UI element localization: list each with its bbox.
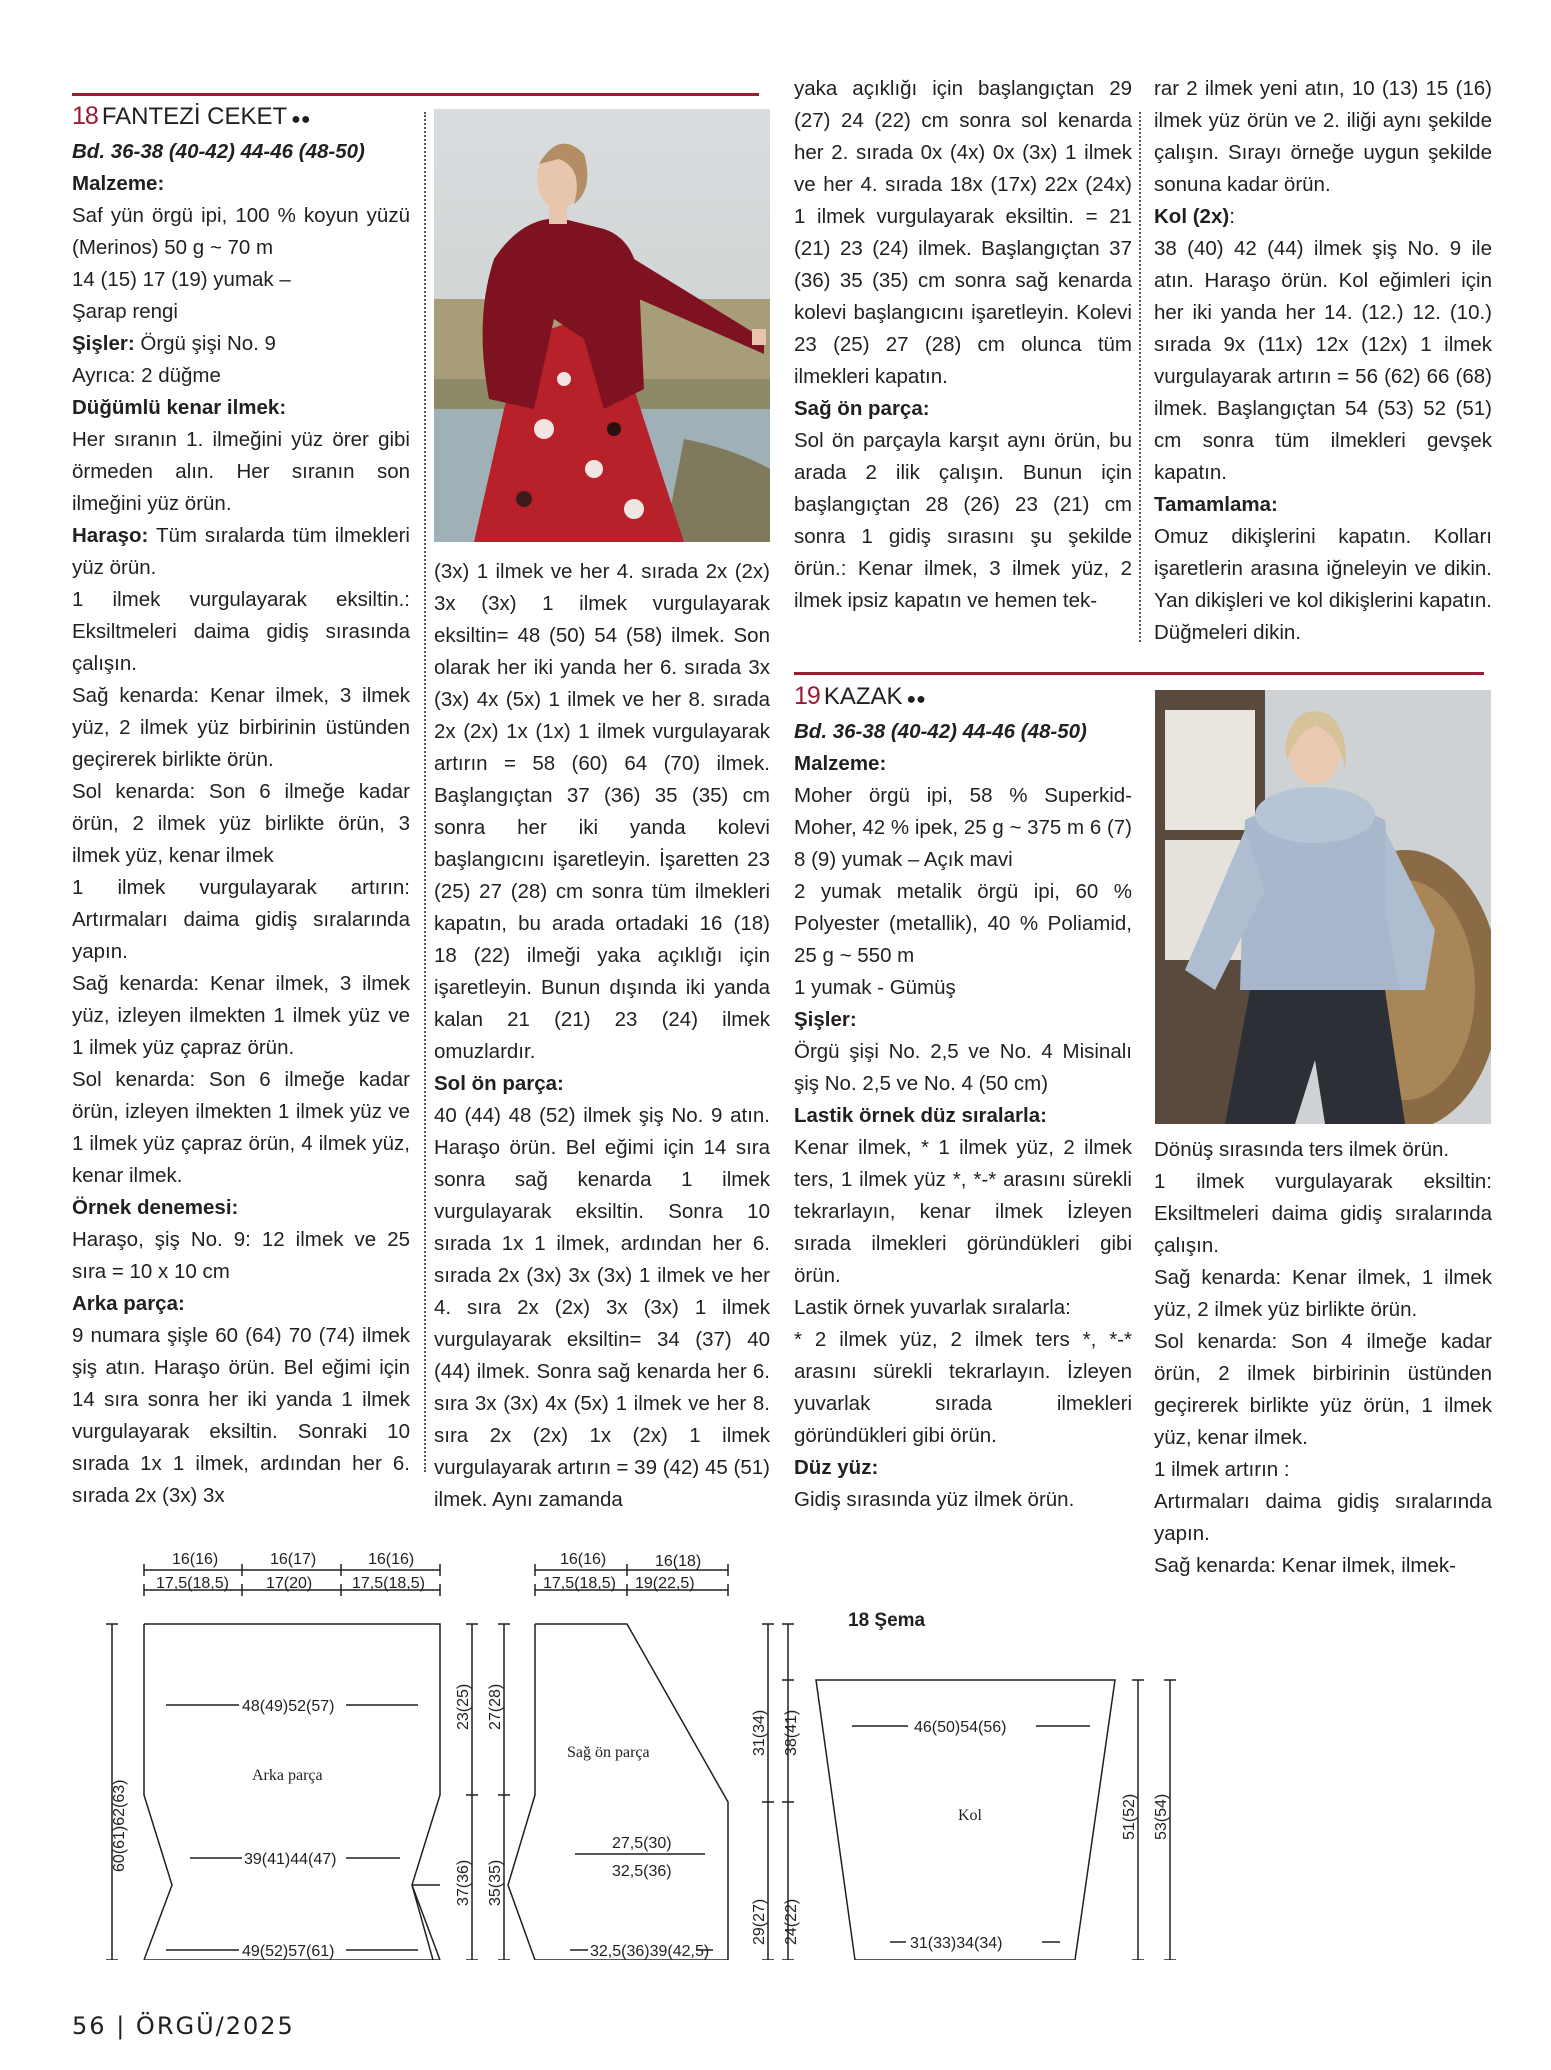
paragraph: 1 ilmek vurgulayarak eksiltin.: Eksiltmeleri daima gidiş sırasında çalışın.: [72, 588, 410, 675]
paragraph: Ayrıca: 2 düğme: [72, 364, 221, 387]
paragraph: Malzeme:: [72, 172, 165, 195]
section18-number: 18: [72, 102, 98, 130]
paragraph: 1 ilmek vurgulayarak eksiltin: Eksiltmeleri daima gidiş sıralarında çalışın.: [1154, 1170, 1492, 1257]
section19-number: 19: [794, 682, 820, 710]
page-footer: [72, 2012, 295, 2040]
column-1: [72, 100, 410, 1512]
paragraph: Haraşo, şiş No. 9: 12 ilmek ve 25 sıra = 10 x 10 cm: [72, 1228, 410, 1283]
jacket-photo: [434, 109, 770, 542]
arka-top2-c: 17,5(18,5): [352, 1575, 425, 1592]
paragraph: 1 ilmek vurgulayarak artırın: Artırmaları daima gidiş sıralarında yapın.: [72, 876, 410, 963]
paragraph: Arka parça:: [72, 1292, 185, 1315]
paragraph: Lastik örnek düz sıralarla:: [794, 1104, 1047, 1127]
difficulty-dots: ●●: [291, 111, 311, 128]
paragraph: Omuz dikişlerini kapatın. Kolları işaretlerin arasına iğneleyin ve dikin. Yan dikişleri ve kol dikişlerini kapatın. Düğmeleri dikin.: [1154, 525, 1492, 644]
on-l2a: 29(27): [751, 1898, 768, 1945]
section19-column3-text: [794, 748, 1132, 1516]
arka-top1-b: 16(17): [270, 1551, 317, 1568]
inline-text: Tüm sıralarda tüm ilmekleri yüz örün.: [72, 524, 410, 579]
section18-rule: [72, 93, 759, 96]
paragraph: Sol ön parça:: [434, 1072, 564, 1095]
schema-title: 18 Şema: [848, 1610, 926, 1631]
section18-column1-text: [72, 168, 410, 1512]
arka-r2a: 37(36): [455, 1859, 472, 1906]
inline-label: Şişler:: [72, 332, 135, 355]
paragraph: Sol kenarda: Son 6 ilmeğe kadar örün, izleyen ilmekten 1 ilmek yüz ve 1 ilmek yüz çapraz örün, 4 ilmek yüz, kenar ilmek.: [72, 1068, 410, 1187]
paragraph: Sağ kenarda: Kenar ilmek, ilmek-: [1154, 1554, 1456, 1577]
section19-heading: [794, 680, 1132, 716]
footer-separator: |: [116, 2012, 127, 2040]
on-top1-b: 16(18): [655, 1553, 702, 1570]
kol-diagram: [782, 1624, 1176, 1960]
arka-w1: 48(49)52(57): [242, 1698, 335, 1715]
section19-title: KAZAK: [823, 683, 903, 710]
paragraph: (3x) 1 ilmek ve her 4. sırada 2x (2x) 3x (3x) 1 ilmek vurgulayarak eksiltin= 48 (50) 54 (58) ilmek. Son olarak her iki yanda her 6. sırada 3x (3x) 4x (5x) 1 ilmek ve her 8. sırada 2x (2x) 1x (1x) 1 ilmek vurgulayarak artırın = 58 (60) 64 (70) ilmek. Başlangıçtan 37 (36) 35 (35) cm sonra her iki yanda kolevi başlangıcını işaretleyin. İşaretten 23 (25) 27 (28) cm sonra tüm ilmekleri kapatın, bu arada ortadaki 16 (18) 18 (22) ilmeği yaka açıklığı için işaretleyin. Bunun dışında iki yanda kalan 21 (21) 23 (24) ilmek omuzlardır.: [434, 560, 770, 1063]
sweater-photo: [1155, 690, 1491, 1124]
paragraph: Örgü şişi No. 2,5 ve No. 4 Misinalı şiş No. 2,5 ve No. 4 (50 cm): [794, 1040, 1132, 1095]
on-top1-a: 16(16): [560, 1551, 607, 1568]
arka-r2b: 35(35): [487, 1859, 504, 1906]
arka-r1a: 23(25): [455, 1683, 472, 1730]
section19-column4-text: [1154, 1134, 1492, 1582]
paragraph: rar 2 ilmek yeni atın, 10 (13) 15 (16) ilmek yüz örün ve 2. iliği aynı şekilde çalışın. Sırayı örneğe uygun şekilde sonuna kadar örün.: [1154, 77, 1492, 196]
page-number: 56: [72, 2012, 107, 2040]
section18-title: FANTEZİ CEKET: [101, 103, 288, 130]
arka-w3: 49(52)57(61): [242, 1943, 335, 1960]
section18-column4-text: [1154, 73, 1492, 649]
paragraph: 1 yumak - Gümüş: [794, 976, 956, 999]
section18-column2-text: [434, 556, 770, 1516]
paragraph: Sağ kenarda: Kenar ilmek, 1 ilmek yüz, 2 ilmek yüz birlikte örün.: [1154, 1266, 1492, 1321]
paragraph: Sağ kenarda: Kenar ilmek, 3 ilmek yüz, 2 ilmek yüz birbirinin üstünden geçirerek birlikte örün.: [72, 684, 410, 771]
paragraph: [1154, 201, 1492, 233]
paragraph: Saf yün örgü ipi, 100 % koyun yüzü (Merinos) 50 g ~ 70 m: [72, 204, 410, 259]
paragraph: Her sıranın 1. ilmeğini yüz örer gibi örmeden alın. Her sıranın son ilmeğini yüz örün.: [72, 428, 410, 515]
kol-labels: [910, 1719, 1170, 1952]
paragraph: Lastik örnek yuvarlak sıralarla:: [794, 1296, 1071, 1319]
kol-r1: 51(52): [1121, 1793, 1138, 1840]
paragraph: 38 (40) 42 (44) ilmek şiş No. 9 ile atın. Haraşo örün. Kol eğimleri için her iki yanda her 14. (12.) 12. (10.) sırada 9x (11x) 12x (12x) 1 ilmek vurgulayarak artırın = 56 (62) 66 (68) ilmek. Başlangıçtan 54 (53) 52 (51) cm sonra tüm ilmekleri gevşek kapatın.: [1154, 237, 1492, 484]
paragraph: [72, 328, 410, 360]
on-w3: 32,5(36)39(42,5): [590, 1943, 710, 1960]
section18-heading: [72, 100, 410, 136]
paragraph: 2 yumak metalik örgü ipi, 60 % Polyester (metallik), 40 % Poliamid, 25 g ~ 550 m: [794, 880, 1132, 967]
arka-top1-a: 16(16): [172, 1551, 219, 1568]
inline-text: Örgü şişi No. 9: [134, 332, 276, 355]
kol-label: Kol: [958, 1807, 982, 1824]
kol-w1: 46(50)54(56): [914, 1719, 1007, 1736]
paragraph: 40 (44) 48 (52) ilmek şiş No. 9 atın. Haraşo örün. Bel eğimi için 14 sıra sonra sağ kenarda 1 ilmek vurgulayarak eksiltin. Sonra 10 sırada 1x 1 ilmek, ardından her 6. sırada 2x (3x) 3x (3x) 1 ilmek ve her 4. sıra 2x (2x) 3x (3x) 1 ilmek vurgulayarak eksiltin= 34 (37) 40 (44) ilmek. Sonra sağ kenarda her 6. sıra 3x (3x) 4x (5x) 1 ilmek ve her 8. sıra 2x (2x) 1x (2x) 1 ilmek vurgulayarak artırın = 39 (42) 45 (51) ilmek. Aynı zamanda: [434, 1104, 770, 1511]
paragraph: 14 (15) 17 (19) yumak –: [72, 268, 291, 291]
column-3-lower: [794, 680, 1132, 1516]
schema-18: [100, 1540, 1200, 1960]
paragraph: Kenar ilmek, * 1 ilmek yüz, 2 ilmek ters, 1 ilmek yüz *, *-* arasını sürekli tekrarlayın, kenar ilmek İzleyen sırada ilmekleri göründükleri gibi örün.: [794, 1136, 1132, 1287]
paragraph: Sol kenarda: Son 6 ilmeğe kadar örün, 2 ilmek yüz birlikte örün, 3 ilmek yüz, kenar ilmek: [72, 780, 410, 867]
on-parca-labels: [543, 1551, 800, 1960]
arka-label: Arka parça: [252, 1767, 323, 1784]
paragraph: Tamamlama:: [1154, 493, 1278, 516]
on-l1a: 31(34): [751, 1709, 768, 1756]
arka-w2: 39(41)44(47): [244, 1851, 337, 1868]
paragraph: Sağ kenarda: Kenar ilmek, 3 ilmek yüz, izleyen ilmekten 1 ilmek yüz ve 1 ilmek yüz çapraz örün.: [72, 972, 410, 1059]
paragraph: Düğümlü kenar ilmek:: [72, 396, 287, 419]
column-4-lower: [1154, 1134, 1492, 1582]
paragraph: 9 numara şişle 60 (64) 70 (74) ilmek şiş atın. Haraşo örün. Bel eğimi için 14 sıra sonra her iki yanda 1 ilmek vurgulayarak eksiltin. Sonraki 10 sırada 1x 1 ilmek, ardından her 6. sırada 2x (3x) 3x: [72, 1324, 410, 1507]
magazine-name: ÖRGÜ/2025: [135, 2012, 295, 2040]
arka-height: 60(61)62(63): [111, 1779, 128, 1872]
section19-sizes: Bd. 36-38 (40-42) 44-46 (48-50): [794, 720, 1087, 743]
paragraph: 1 ilmek artırın :: [1154, 1458, 1290, 1481]
paragraph: Örnek denemesi:: [72, 1196, 239, 1219]
paragraph: Sol ön parçayla karşıt aynı örün, bu arada 2 ilik çalışın. Bunun için başlangıçtan 28 (26) 23 (21) cm sonra 1 gidiş sırasını şu şekilde örün.: Kenar ilmek, 3 ilmek yüz, 2 ilmek ipsiz kapatın ve hemen tek-: [794, 429, 1132, 612]
paragraph: Sağ ön parça:: [794, 397, 930, 420]
section19-rule: [794, 672, 1484, 675]
kol-w2: 31(33)34(34): [910, 1935, 1003, 1952]
paragraph: Şarap rengi: [72, 300, 178, 323]
difficulty-dots: ●●: [906, 691, 926, 708]
paragraph: Malzeme:: [794, 752, 887, 775]
on-top2-a: 17,5(18,5): [543, 1575, 616, 1592]
on-top2-b: 19(22,5): [635, 1575, 695, 1592]
paragraph: Düz yüz:: [794, 1456, 879, 1479]
arka-top1-c: 16(16): [368, 1551, 415, 1568]
kol-r2: 53(54): [1153, 1793, 1170, 1840]
column-4: [1154, 73, 1492, 649]
section18-sizes: Bd. 36-38 (40-42) 44-46 (48-50): [72, 140, 365, 163]
on-w2: 32,5(36): [612, 1863, 672, 1880]
arka-r1b: 27(28): [487, 1683, 504, 1730]
column-3: [794, 73, 1132, 617]
paragraph: yaka açıklığı için başlangıçtan 29 (27) 24 (22) cm sonra sol kenarda her 2. sırada 0x (4x) 0x (3x) 1 ilmek ve her 4. sırada 18x (17x) 22x (24x) 1 ilmek vurgulayarak eksiltin. = 21 (21) 23 (24) ilmek. Başlangıçtan 37 (36) 35 (35) cm sonra sağ kenarda kolevi başlangıcını işaretleyin. Kolevi 23 (25) 27 (28) cm olunca tüm ilmekleri kapatın.: [794, 77, 1132, 388]
inline-text: :: [1229, 205, 1235, 228]
column-separator: [1139, 112, 1141, 642]
paragraph: [72, 520, 410, 584]
paragraph: Moher örgü ipi, 58 % Superkid-Moher, 42 % ipek, 25 g ~ 375 m 6 (7) 8 (9) yumak – Açık mavi: [794, 784, 1132, 871]
paragraph: Şişler:: [794, 1008, 857, 1031]
paragraph: Artırmaları daima gidiş sıralarında yapın.: [1154, 1490, 1492, 1545]
paragraph: * 2 ilmek yüz, 2 ilmek ters *, *-* arasını sürekli tekrarlayın. İzleyen yuvarlak sırada ilmekleri göründükleri gibi örün.: [794, 1328, 1132, 1447]
inline-label: Haraşo:: [72, 524, 149, 547]
arka-parca-diagram: [106, 1564, 510, 1960]
on-l2b: 24(22): [783, 1898, 800, 1945]
arka-parca-labels: [111, 1551, 504, 1960]
column-separator: [424, 112, 426, 1472]
section18-column3-text: [794, 73, 1132, 617]
on-parca-diagram: [508, 1564, 774, 1960]
column-2: [434, 556, 770, 1516]
on-w1: 27,5(30): [612, 1835, 672, 1852]
inline-label: Kol (2x): [1154, 205, 1230, 228]
arka-top2-b: 17(20): [266, 1575, 313, 1592]
on-label: Sağ ön parça: [567, 1744, 650, 1761]
arka-top2-a: 17,5(18,5): [156, 1575, 229, 1592]
paragraph: Dönüş sırasında ters ilmek örün.: [1154, 1138, 1450, 1161]
on-l1b: 38(41): [783, 1709, 800, 1756]
paragraph: Sol kenarda: Son 4 ilmeğe kadar örün, 2 ilmek birbirinin üstünden geçirerek birlikte yüz örün, 1 ilmek yüz, kenar ilmek.: [1154, 1330, 1492, 1449]
paragraph: Gidiş sırasında yüz ilmek örün.: [794, 1488, 1075, 1511]
